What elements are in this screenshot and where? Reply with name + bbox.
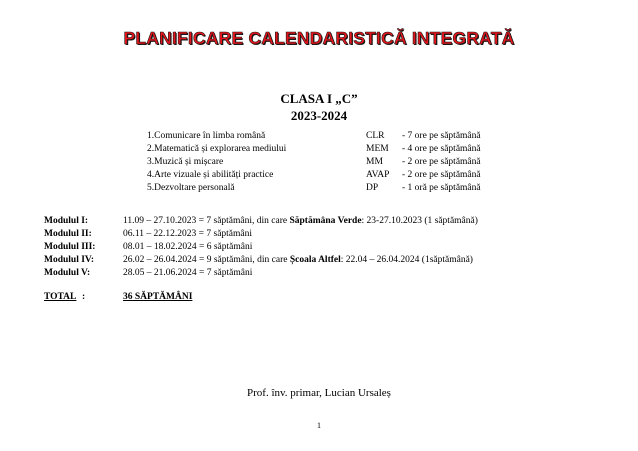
- module-label: Modulul IV:: [44, 255, 95, 265]
- module-description: [123, 241, 252, 253]
- module-text: 28.05 – 21.06.2024 = 7 săptămâni: [123, 268, 253, 278]
- total-label-text: TOTAL: [44, 292, 77, 302]
- page-number: 1: [317, 421, 321, 430]
- subject-abbr: DP: [366, 183, 379, 193]
- subject-name: 3.Muzică și mișcare: [147, 157, 224, 167]
- module-text-rest: : 23-27.10.2023 (1 săptămână): [361, 216, 478, 226]
- module-description: [123, 215, 478, 227]
- module-label: Modulul III:: [44, 242, 96, 252]
- module-text: 08.01 – 18.02.2024 = 6 săptămâni: [123, 242, 253, 252]
- module-text: 06.11 – 22.12.2023 = 7 săptămâni: [123, 229, 253, 239]
- total-colon: :: [82, 292, 86, 302]
- module-highlight: Școala Altfel: [289, 255, 341, 265]
- subject-hours: - 4 ore pe săptămână: [402, 144, 481, 154]
- subject-name: 5.Dezvoltare personală: [147, 183, 235, 193]
- module-text: 11.09 – 27.10.2023 = 7 săptămâni, din care: [123, 216, 290, 226]
- total-label: [44, 292, 76, 302]
- subject-hours: - 2 ore pe săptămână: [402, 157, 481, 167]
- module-description: [123, 254, 473, 266]
- total-value: 36 SĂPTĂMÂNI: [123, 292, 193, 302]
- module-description: [123, 228, 252, 240]
- subject-hours: - 1 oră pe săptămână: [402, 183, 481, 193]
- author-signature: Prof. înv. primar, Lucian Ursaleș: [247, 387, 391, 399]
- class-name: CLASA I „C”: [280, 91, 358, 106]
- subject-name: 1.Comunicare în limba română: [147, 131, 266, 141]
- module-label: Modulul II:: [44, 229, 92, 239]
- module-description: [123, 267, 252, 279]
- subject-hours: - 7 ore pe săptămână: [402, 131, 481, 141]
- module-text-rest: : 22.04 – 26.04.2024 (1săptămână): [340, 255, 473, 265]
- module-highlight: Săptămâna Verde: [289, 216, 362, 226]
- subject-abbr: MM: [366, 157, 383, 167]
- subject-abbr: CLR: [366, 131, 385, 141]
- module-text: 26.02 – 26.04.2024 = 9 săptămâni, din care: [123, 255, 290, 265]
- module-label: Modulul V:: [44, 268, 91, 278]
- subject-abbr: AVAP: [366, 170, 390, 180]
- subject-name: 4.Arte vizuale și abilități practice: [147, 170, 274, 180]
- school-year: 2023-2024: [290, 108, 348, 123]
- subject-name: 2.Matematică și explorarea mediului: [147, 144, 287, 154]
- subject-hours: - 2 ore pe săptămână: [402, 170, 481, 180]
- module-label: Modulul I:: [44, 216, 89, 226]
- document-title: PLANIFICARE CALENDARISTICĂ INTEGRATĂ: [123, 28, 515, 48]
- subject-abbr: MEM: [366, 144, 389, 154]
